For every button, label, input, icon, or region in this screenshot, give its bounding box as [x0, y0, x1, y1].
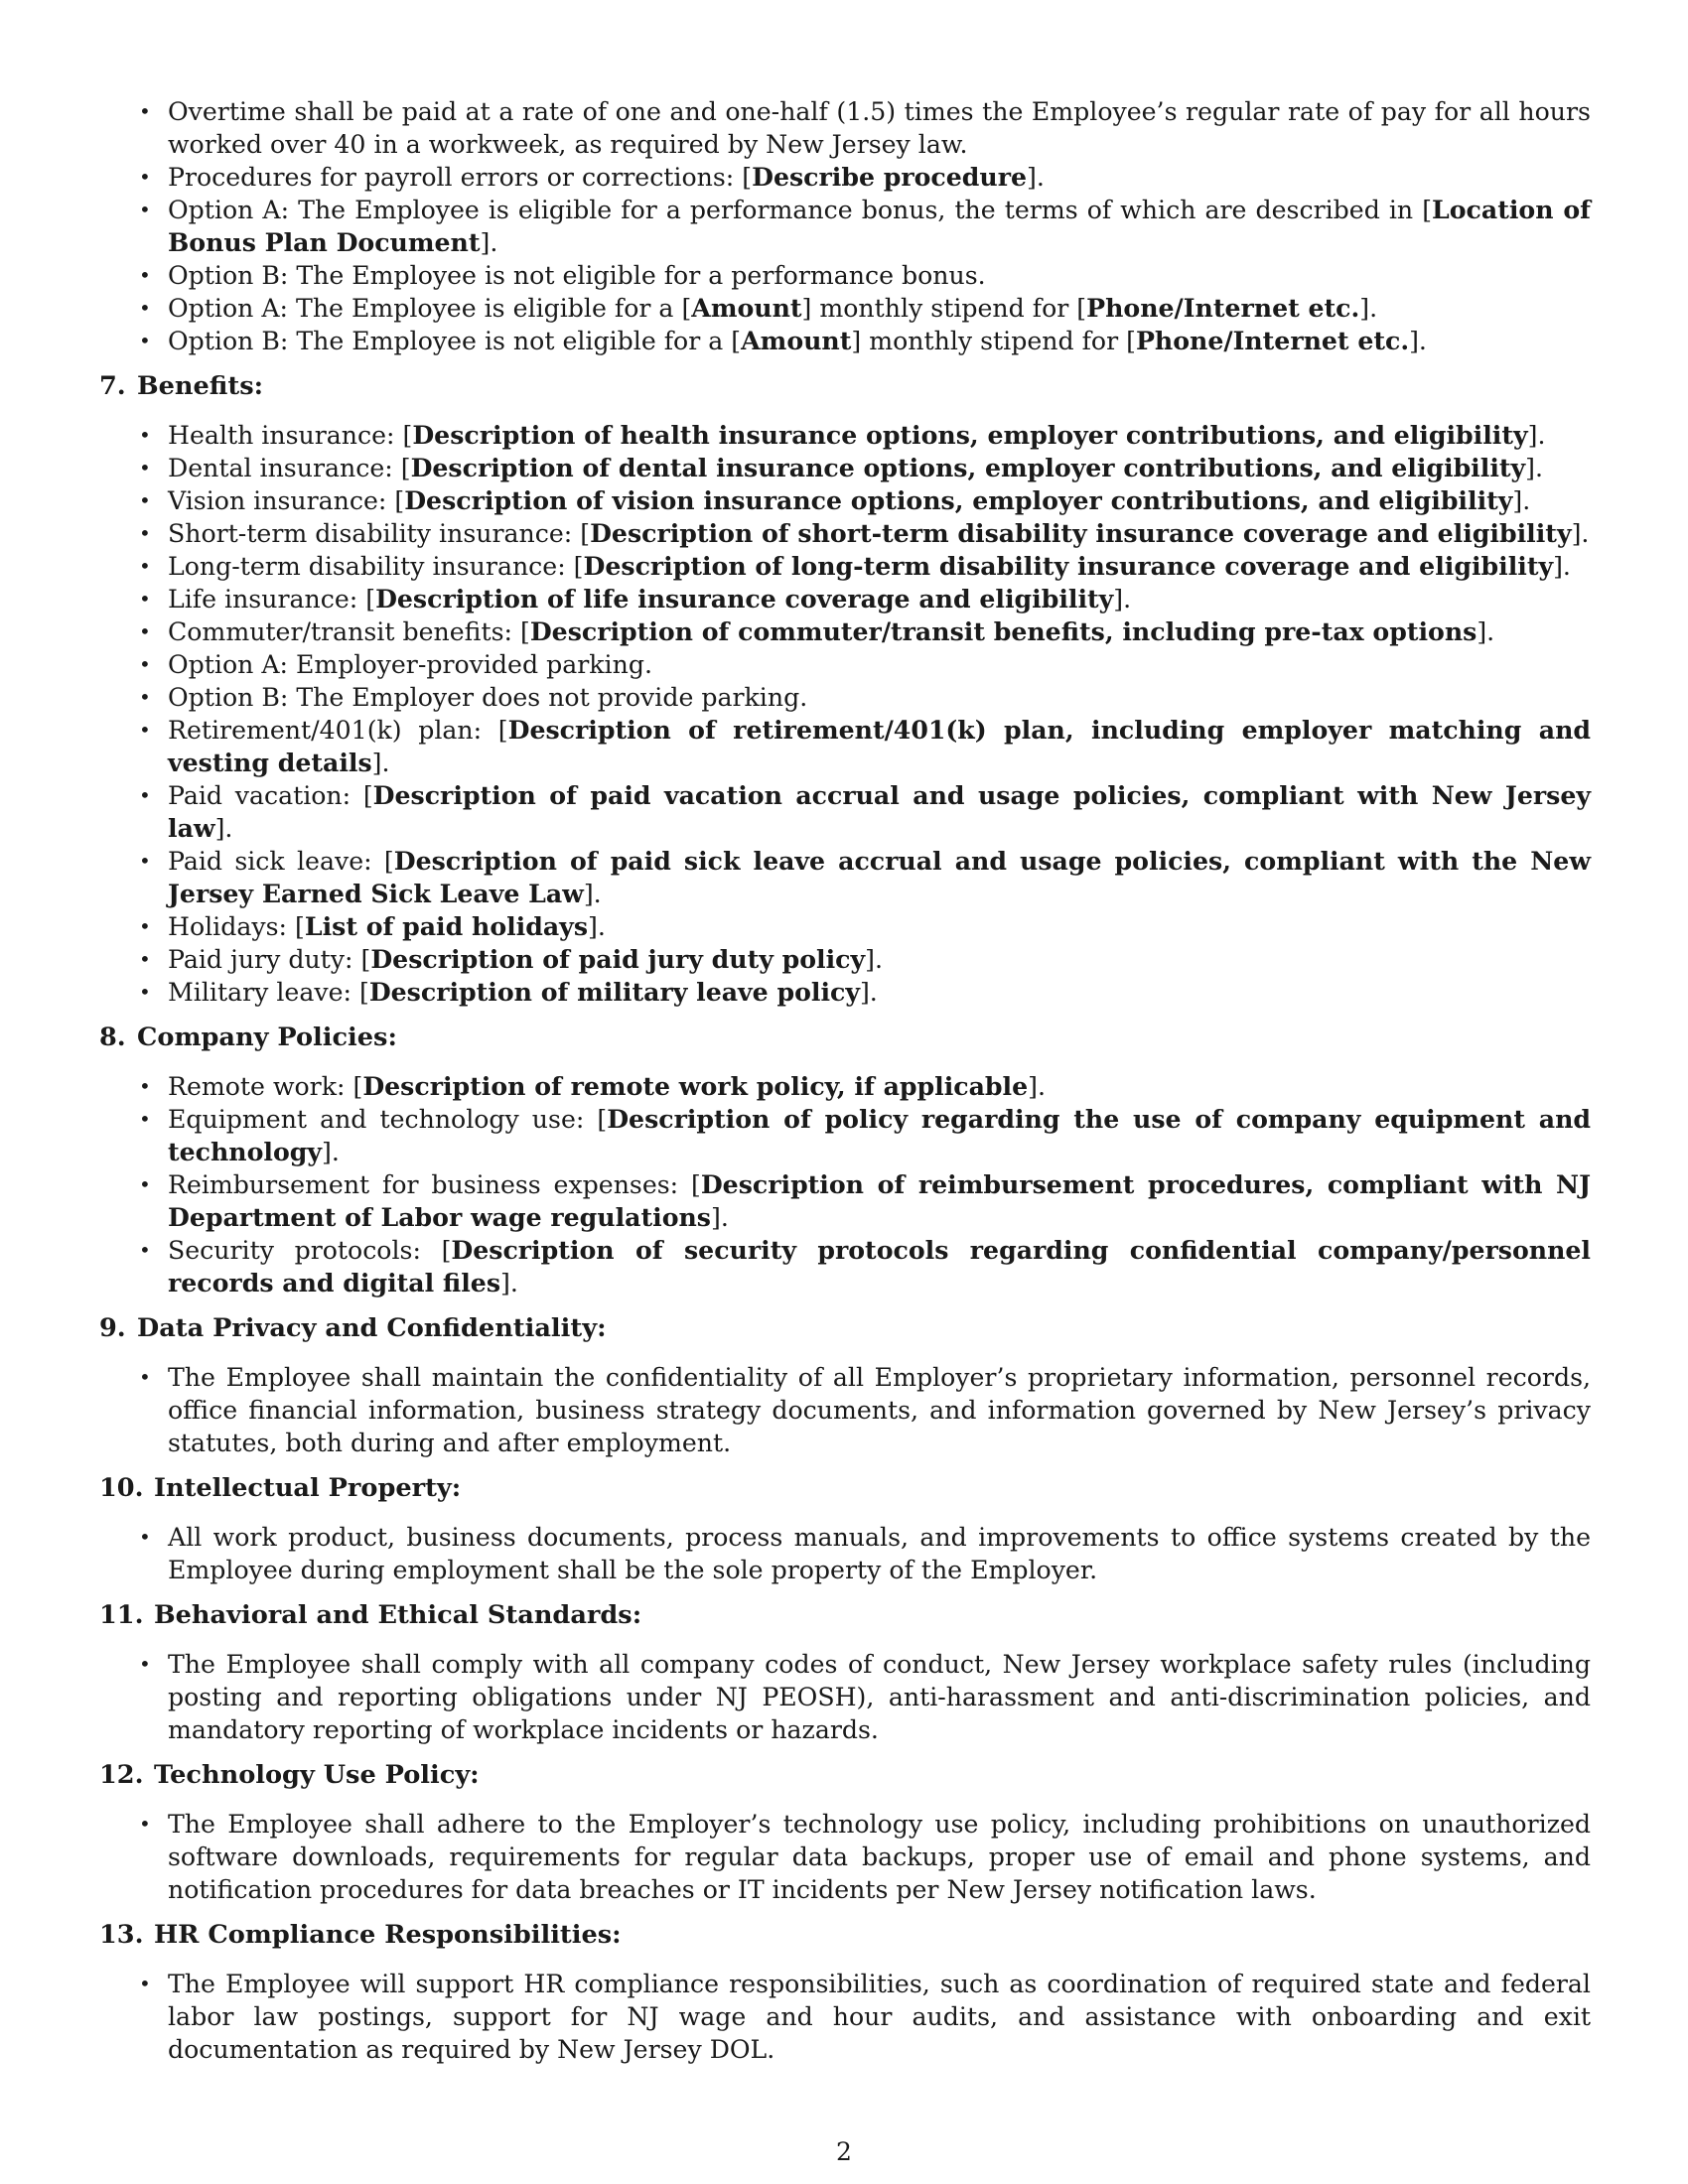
section-heading: [99, 1472, 1591, 1505]
placeholder-text: Description of vision insurance options, employer contributions, and eligibility: [404, 485, 1513, 515]
item-text: ].: [214, 814, 233, 843]
list-item: [99, 484, 1591, 517]
item-text: Paid vacation: [: [168, 781, 373, 810]
placeholder-text: Description of paid vacation accrual and usage policies, compliant with New Jersey law: [168, 780, 1591, 843]
section-list: [99, 1648, 1591, 1746]
item-text: ].: [583, 880, 602, 908]
item-text: Reimbursement for business expenses: [: [168, 1170, 701, 1199]
item-text: Paid sick leave: [: [168, 847, 394, 876]
list-item: [99, 1521, 1591, 1586]
item-text: Option A: The Employee is eligible for a performance bonus, the terms of which are described in [: [168, 196, 1433, 224]
section-title: Technology Use Policy:: [154, 1760, 480, 1790]
list-item: [99, 161, 1591, 194]
page-number: 2: [836, 2137, 852, 2166]
list-item: [99, 95, 1591, 161]
section-list: [99, 419, 1591, 1009]
item-text: Security protocols: [: [168, 1236, 452, 1265]
placeholder-text: Description of dental insurance options, employer contributions, and eligibility: [410, 453, 1526, 482]
list-item: [99, 583, 1591, 615]
section-number: 13.: [99, 1920, 144, 1950]
placeholder-text: Amount: [741, 326, 852, 355]
item-text: Option B: The Employee is not eligible for a [: [168, 327, 742, 355]
item-text: ].: [1525, 454, 1543, 482]
section-title: Data Privacy and Confidentiality:: [137, 1313, 607, 1343]
list-item: [99, 550, 1591, 583]
list-item: [99, 1808, 1591, 1906]
placeholder-text: Description of short-term disability insurance coverage and eligibility: [590, 518, 1572, 548]
placeholder-text: Description of military leave policy: [368, 977, 860, 1007]
item-text: Overtime shall be paid at a rate of one and one-half (1.5) times the Employee’s regular rate of pay for all hours worked over 40 in a workweek, as required by New Jersey law.: [168, 97, 1591, 159]
list-item: [99, 681, 1591, 714]
document-body: [99, 95, 1591, 2066]
item-text: Paid jury duty: [: [168, 945, 371, 974]
item-text: Equipment and technology use: [: [168, 1105, 608, 1134]
section-title: Behavioral and Ethical Standards:: [154, 1600, 642, 1630]
section-title: Company Policies:: [137, 1023, 397, 1052]
placeholder-text: Description of long-term disability insurance coverage and eligibility: [583, 551, 1554, 581]
section-title: Intellectual Property:: [154, 1473, 462, 1503]
item-text: Health insurance: [: [168, 421, 413, 450]
item-text: ].: [588, 912, 606, 941]
item-text: ].: [1477, 617, 1495, 646]
item-text: The Employee shall comply with all company codes of conduct, New Jersey workplace safety rules (including posting and reporting obligations under NJ PEOSH), anti-harassment and anti-discrimination policies, and mandatory reporting of workplace incidents or hazards.: [168, 1650, 1591, 1744]
intro-list: [99, 95, 1591, 357]
item-text: Dental insurance: [: [168, 454, 411, 482]
placeholder-text: Phone/Internet etc.: [1086, 293, 1360, 323]
item-text: ].: [1359, 294, 1378, 323]
placeholder-text: Description of security protocols regarding confidential company/personnel records and digital files: [168, 1235, 1591, 1297]
list-item: [99, 194, 1591, 259]
item-text: Vision insurance: [: [168, 486, 405, 515]
item-text: Short-term disability insurance: [: [168, 519, 591, 548]
placeholder-text: Phone/Internet etc.: [1135, 326, 1410, 355]
section-list: [99, 1070, 1591, 1299]
section-heading: [99, 1919, 1591, 1952]
section-heading: [99, 1022, 1591, 1054]
section-number: 9.: [99, 1313, 126, 1343]
item-text: Option A: Employer-provided parking.: [168, 650, 652, 679]
placeholder-text: Description of reimbursement procedures, compliant with NJ Department of Labor wage regulations: [168, 1169, 1592, 1232]
item-text: ] monthly stipend for [: [801, 294, 1087, 323]
placeholder-text: Description of commuter/transit benefits, including pre-tax options: [529, 616, 1477, 646]
item-text: Retirement/401(k) plan: [: [168, 716, 508, 745]
placeholder-text: Description of retirement/401(k) plan, including employer matching and vesting details: [168, 715, 1591, 777]
section-heading: [99, 1312, 1591, 1345]
section-list: [99, 1968, 1591, 2066]
list-item: [99, 1968, 1591, 2066]
placeholder-text: Location of Bonus Plan Document: [168, 195, 1591, 257]
placeholder-text: Describe procedure: [752, 162, 1028, 192]
list-item: [99, 419, 1591, 452]
item-text: Commuter/transit benefits: [: [168, 617, 530, 646]
section-heading: [99, 1759, 1591, 1792]
list-item: [99, 976, 1591, 1009]
item-text: Option A: The Employee is eligible for a [: [168, 294, 692, 323]
section-number: 7.: [99, 371, 126, 401]
section-heading: [99, 1599, 1591, 1632]
section-list: [99, 1521, 1591, 1586]
item-text: The Employee will support HR compliance responsibilities, such as coordination of required state and federal labor law postings, support for NJ wage and hour audits, and assistance with onboarding and exit documentation as required by New Jersey DOL.: [168, 1970, 1591, 2064]
list-item: [99, 325, 1591, 357]
item-text: ].: [711, 1203, 729, 1232]
item-text: ].: [865, 945, 883, 974]
item-text: ].: [1028, 1072, 1046, 1101]
placeholder-text: Description of paid jury duty policy: [370, 944, 866, 974]
section-title: HR Compliance Responsibilities:: [154, 1920, 622, 1950]
item-text: ].: [1553, 552, 1571, 581]
item-text: Holidays: [: [168, 912, 305, 941]
list-item: [99, 714, 1591, 779]
item-text: All work product, business documents, process manuals, and improvements to office systems created by the Employee during employment shall be the sole property of the Employer.: [168, 1523, 1591, 1584]
list-item: [99, 910, 1591, 943]
placeholder-text: Description of paid sick leave accrual and usage policies, compliant with the New Jersey Earned Sick Leave Law: [168, 846, 1591, 908]
list-item: [99, 259, 1591, 292]
item-text: ].: [322, 1138, 340, 1166]
list-item: [99, 1361, 1591, 1459]
sections-container: [99, 370, 1591, 2066]
list-item: [99, 779, 1591, 845]
list-item: [99, 615, 1591, 648]
item-text: ].: [859, 978, 878, 1007]
placeholder-text: Description of remote work policy, if applicable: [362, 1071, 1029, 1101]
placeholder-text: Description of life insurance coverage and eligibility: [375, 584, 1114, 614]
list-item: [99, 845, 1591, 910]
section-number: 10.: [99, 1473, 144, 1503]
placeholder-text: Amount: [691, 293, 802, 323]
item-text: Life insurance: [: [168, 585, 376, 614]
list-item: [99, 452, 1591, 484]
list-item: [99, 1168, 1591, 1234]
section-heading: [99, 370, 1591, 403]
item-text: Procedures for payroll errors or corrections: [: [168, 163, 753, 192]
list-item: [99, 292, 1591, 325]
list-item: [99, 943, 1591, 976]
item-text: Remote work: [: [168, 1072, 363, 1101]
item-text: ].: [1027, 163, 1045, 192]
item-text: Option B: The Employer does not provide parking.: [168, 683, 808, 712]
list-item: [99, 1070, 1591, 1103]
list-item: [99, 1103, 1591, 1168]
item-text: ].: [1527, 421, 1546, 450]
item-text: Long-term disability insurance: [: [168, 552, 584, 581]
list-item: [99, 648, 1591, 681]
item-text: The Employee shall maintain the confidentiality of all Employer’s proprietary information, personnel records, office financial information, business strategy documents, and information governed by New Jersey’s privacy statutes, both during and after employment.: [168, 1363, 1591, 1457]
item-text: The Employee shall adhere to the Employer’s technology use policy, including prohibitions on unauthorized software downloads, requirements for regular data backups, proper use of email and phone systems, and notification procedures for data breaches or IT incidents per New Jersey notification laws.: [168, 1810, 1591, 1904]
item-text: Option B: The Employee is not eligible for a performance bonus.: [168, 261, 986, 290]
list-item: [99, 1234, 1591, 1299]
section-list: [99, 1808, 1591, 1906]
item-text: ].: [1409, 327, 1427, 355]
placeholder-text: Description of policy regarding the use of company equipment and technology: [168, 1104, 1591, 1166]
section-list: [99, 1361, 1591, 1459]
item-text: ].: [1512, 486, 1531, 515]
item-text: ].: [1113, 585, 1132, 614]
placeholder-text: List of paid holidays: [304, 911, 589, 941]
section-number: 12.: [99, 1760, 144, 1790]
item-text: ].: [1571, 519, 1590, 548]
item-text: ].: [480, 228, 498, 257]
section-title: Benefits:: [137, 371, 264, 401]
section-number: 8.: [99, 1023, 126, 1052]
item-text: ].: [500, 1269, 518, 1297]
list-item: [99, 517, 1591, 550]
placeholder-text: Description of health insurance options, employer contributions, and eligibility: [412, 420, 1528, 450]
list-item: [99, 1648, 1591, 1746]
section-number: 11.: [99, 1600, 144, 1630]
item-text: ].: [371, 749, 390, 777]
item-text: Military leave: [: [168, 978, 369, 1007]
item-text: ] monthly stipend for [: [851, 327, 1136, 355]
